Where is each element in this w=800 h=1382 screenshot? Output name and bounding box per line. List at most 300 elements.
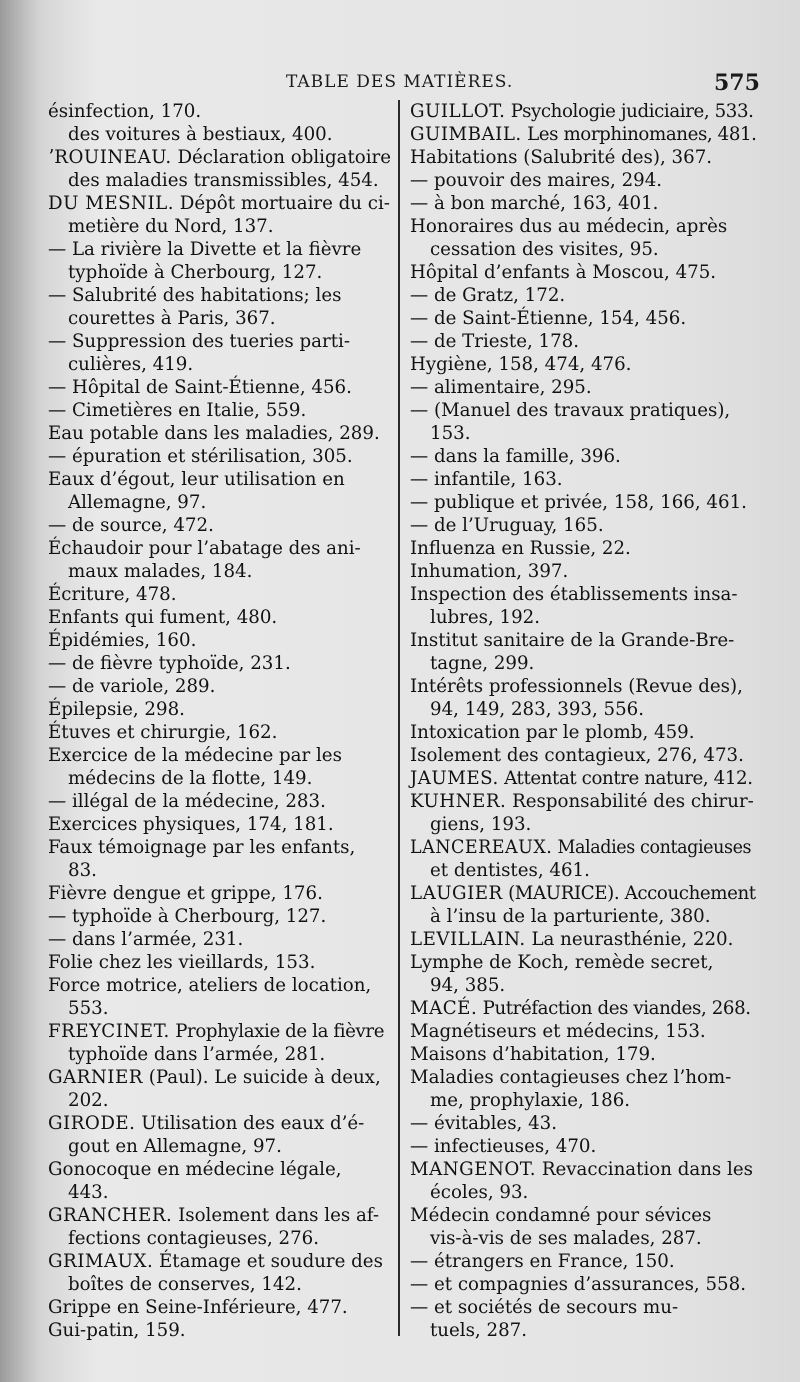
entry-text: — et compagnies d’assurances, 558. <box>410 1274 746 1295</box>
entry-text: médecins de la flotte, 149. <box>68 768 313 789</box>
entry-line <box>48 1250 392 1273</box>
entry-text: Attentat contre nature, 412. <box>498 768 753 789</box>
author-name: FREYCINET. <box>48 1021 170 1042</box>
entry-line <box>410 123 760 146</box>
index-entry <box>410 1020 760 1043</box>
index-entry <box>410 1273 760 1296</box>
entry-continuation-line <box>48 261 392 284</box>
entry-text: ésinfection, 170. <box>48 101 202 122</box>
entry-line <box>410 491 760 514</box>
entry-text: — de source, 472. <box>48 515 214 536</box>
entry-line <box>48 583 392 606</box>
author-name: MACÉ. <box>410 998 478 1019</box>
entry-text: Enfants qui fument, 480. <box>48 607 278 628</box>
index-entry <box>48 652 392 675</box>
author-name: DU MESNIL. <box>48 193 175 214</box>
entry-text: — de Gratz, 172. <box>410 285 566 306</box>
entry-text: Fièvre dengue et grippe, 176. <box>48 883 323 904</box>
entry-continuation-line <box>48 1043 392 1066</box>
entry-continuation-line <box>410 606 760 629</box>
entry-line <box>410 1043 760 1066</box>
author-name: GARNIER <box>48 1067 143 1088</box>
index-entry <box>48 1158 392 1204</box>
entry-text: — alimentaire, 295. <box>410 377 592 398</box>
entry-continuation-line <box>48 560 392 583</box>
entry-text: Eau potable dans les maladies, 289. <box>48 423 380 444</box>
entry-line <box>48 974 392 997</box>
entry-line <box>410 1066 760 1089</box>
entry-text: Inhumation, 397. <box>410 561 569 582</box>
index-entry <box>410 514 760 537</box>
entry-text: Responsabilité des chirur- <box>506 791 754 812</box>
entry-text: Inspection des établissements insa- <box>410 584 738 605</box>
entry-continuation-line <box>410 1089 760 1112</box>
entry-continuation-line <box>410 905 760 928</box>
index-entry <box>410 146 760 169</box>
entry-line <box>410 928 760 951</box>
index-column-right <box>410 100 760 1342</box>
index-entry <box>410 675 760 721</box>
entry-continuation-line <box>48 767 392 790</box>
entry-continuation-line <box>48 1227 392 1250</box>
page-header <box>0 72 800 102</box>
entry-text: et dentistes, 461. <box>430 860 590 881</box>
author-name: GIRODE. <box>48 1113 136 1134</box>
entry-text: Hygiène, 158, 474, 476. <box>410 354 632 375</box>
entry-line <box>410 997 760 1020</box>
entry-text: — La rivière la Divette et la fièvre <box>48 239 362 260</box>
entry-line <box>48 468 392 491</box>
index-entry <box>48 422 392 445</box>
index-entry <box>410 997 760 1020</box>
index-entry <box>410 468 760 491</box>
entry-text: Médecin condamné pour sévices <box>410 1205 712 1226</box>
entry-text: 153. <box>430 423 471 444</box>
entry-text: — Hôpital de Saint-Étienne, 456. <box>48 377 352 398</box>
entry-line <box>48 399 392 422</box>
entry-text: — Suppression des tueries parti- <box>48 331 350 352</box>
entry-continuation-line <box>48 353 392 376</box>
entry-text: Utilisation des eaux d’é- <box>135 1113 365 1134</box>
index-entry <box>410 1112 760 1135</box>
entry-text: Écriture, 478. <box>48 584 177 605</box>
entry-line <box>410 721 760 744</box>
entry-text: tagne, 299. <box>430 653 535 674</box>
entry-text: tuels, 287. <box>430 1320 527 1341</box>
entry-text: Étamage et soudure des <box>153 1251 383 1272</box>
index-entry <box>410 1158 760 1204</box>
entry-line <box>410 261 760 284</box>
entry-line <box>410 1296 760 1319</box>
entry-continuation-line <box>48 1181 392 1204</box>
entry-text: 94, 385. <box>430 975 506 996</box>
entry-line <box>410 215 760 238</box>
index-entry <box>48 1204 392 1250</box>
entry-continuation-line <box>48 491 392 514</box>
index-entry <box>48 537 392 583</box>
index-entry <box>410 1204 760 1250</box>
entry-text: Intérêts professionnels (Revue des), <box>410 676 743 697</box>
index-entry <box>48 790 392 813</box>
entry-text: Isolement dans les af- <box>172 1205 380 1226</box>
index-entry <box>410 744 760 767</box>
index-entry <box>48 192 392 238</box>
entry-line <box>410 675 760 698</box>
entry-line <box>48 698 392 721</box>
entry-line <box>48 514 392 537</box>
index-entry <box>48 1066 392 1112</box>
entry-continuation-line <box>48 997 392 1020</box>
entry-continuation-line <box>410 698 760 721</box>
entry-line <box>48 721 392 744</box>
entry-line <box>410 146 760 169</box>
index-entry <box>410 192 760 215</box>
index-entry <box>48 1020 392 1066</box>
index-entry <box>410 284 760 307</box>
entry-text: Influenza en Russie, 22. <box>410 538 631 559</box>
index-entry <box>48 721 392 744</box>
entry-text: boîtes de conserves, 142. <box>68 1274 302 1295</box>
entry-line <box>48 744 392 767</box>
entry-text: — infectieuses, 470. <box>410 1136 597 1157</box>
entry-line <box>410 882 760 905</box>
entry-continuation-line <box>410 974 760 997</box>
author-name: JAUMES. <box>410 768 499 789</box>
entry-line <box>48 606 392 629</box>
entry-line <box>48 537 392 560</box>
entry-line <box>410 629 760 652</box>
index-entry <box>48 330 392 376</box>
entry-line <box>48 675 392 698</box>
entry-line <box>410 445 760 468</box>
index-entry <box>410 537 760 560</box>
page-number: 575 <box>714 70 760 96</box>
entry-text: me, prophylaxie, 186. <box>430 1090 631 1111</box>
entry-line <box>48 1319 392 1342</box>
index-entry <box>410 307 760 330</box>
entry-line <box>48 422 392 445</box>
index-entry <box>48 813 392 836</box>
entry-line <box>48 813 392 836</box>
entry-text: 553. <box>68 998 109 1019</box>
entry-continuation-line <box>410 859 760 882</box>
entry-line <box>410 100 760 123</box>
entry-line <box>48 1204 392 1227</box>
entry-line <box>410 353 760 376</box>
entry-line <box>410 514 760 537</box>
index-entry <box>410 1135 760 1158</box>
entry-text: — à bon marché, 163, 401. <box>410 193 659 214</box>
entry-text: Psychologie judiciaire, 533. <box>505 101 754 122</box>
entry-continuation-line <box>410 238 760 261</box>
entry-text: — illégal de la médecine, 283. <box>48 791 326 812</box>
entry-line <box>410 560 760 583</box>
entry-line <box>48 905 392 928</box>
index-entry <box>48 905 392 928</box>
entry-text: écoles, 93. <box>430 1182 529 1203</box>
entry-line <box>48 951 392 974</box>
index-entry <box>410 1250 760 1273</box>
entry-text: cessation des visites, 95. <box>430 239 659 260</box>
entry-line <box>48 284 392 307</box>
index-entry <box>48 882 392 905</box>
entry-line <box>410 307 760 330</box>
entry-text: Putréfaction des viandes, 268. <box>477 998 751 1019</box>
index-entry <box>410 445 760 468</box>
entry-text: (MAURICE). Accouchement <box>502 883 756 904</box>
entry-text: — pouvoir des maires, 294. <box>410 170 663 191</box>
index-entry <box>410 951 760 997</box>
index-entry <box>410 629 760 675</box>
entry-line <box>410 169 760 192</box>
entry-text: culières, 419. <box>68 354 194 375</box>
entry-text: Gui-patin, 159. <box>48 1320 186 1341</box>
index-entry <box>410 836 760 882</box>
index-entry <box>410 215 760 261</box>
entry-text: Grippe en Seine-Inférieure, 477. <box>48 1297 348 1318</box>
entry-text: des maladies transmissibles, 454. <box>68 170 379 191</box>
entry-continuation-line <box>410 422 760 445</box>
entry-text: Maisons d’habitation, 179. <box>410 1044 656 1065</box>
entry-text: Exercices physiques, 174, 181. <box>48 814 334 835</box>
entry-line <box>410 192 760 215</box>
entry-continuation-line <box>48 1273 392 1296</box>
entry-line <box>48 1020 392 1043</box>
entry-line <box>48 238 392 261</box>
entry-line <box>48 445 392 468</box>
index-entry <box>48 238 392 284</box>
entry-text: (Paul). Le suicide à deux, <box>142 1067 381 1088</box>
index-entry <box>410 1296 760 1342</box>
entry-text: — de variole, 289. <box>48 676 216 697</box>
index-entry <box>410 882 760 928</box>
index-entry <box>48 974 392 1020</box>
column-divider <box>398 100 400 1336</box>
index-entry <box>410 767 760 790</box>
entry-text: — (Manuel des travaux pratiques), <box>410 400 731 421</box>
entry-line <box>48 376 392 399</box>
entry-text: — infantile, 163. <box>410 469 563 490</box>
entry-text: Folie chez les vieillards, 153. <box>48 952 316 973</box>
entry-line <box>48 1112 392 1135</box>
index-entry <box>48 1250 392 1296</box>
index-entry <box>48 284 392 330</box>
index-entry <box>410 261 760 284</box>
entry-line <box>410 1158 760 1181</box>
entry-text: — étrangers en France, 150. <box>410 1251 675 1272</box>
index-entry <box>410 583 760 629</box>
entry-line <box>48 629 392 652</box>
index-entry <box>410 376 760 399</box>
entry-continuation-line <box>410 1319 760 1342</box>
entry-line <box>48 192 392 215</box>
entry-text: Les morphinomanes, 481. <box>521 124 757 145</box>
index-entry <box>410 560 760 583</box>
author-name: MANGENOT. <box>410 1159 537 1180</box>
entry-text: Maladies contagieuses <box>552 837 752 858</box>
entry-text: — évitables, 43. <box>410 1113 558 1134</box>
entry-line <box>410 790 760 813</box>
index-entry <box>48 1112 392 1158</box>
entry-text: Épidémies, 160. <box>48 630 197 651</box>
entry-text: — Cimetières en Italie, 559. <box>48 400 307 421</box>
index-entry <box>410 721 760 744</box>
entry-text: Intoxication par le plomb, 459. <box>410 722 695 743</box>
index-entry <box>48 606 392 629</box>
entry-text: Dépôt mortuaire du ci- <box>174 193 390 214</box>
entry-continuation-line <box>48 123 392 146</box>
entry-text: Force motrice, ateliers de location, <box>48 975 372 996</box>
entry-text: Déclaration obligatoire <box>171 147 391 168</box>
entry-text: Revaccination dans les <box>536 1159 753 1180</box>
entry-text: Eaux d’égout, leur utilisation en <box>48 469 345 490</box>
entry-line <box>410 583 760 606</box>
entry-text: Étuves et chirurgie, 162. <box>48 722 278 743</box>
entry-text: giens, 193. <box>430 814 532 835</box>
entry-text: — dans la famille, 396. <box>410 446 621 467</box>
entry-line <box>48 1296 392 1319</box>
entry-text: — dans l’armée, 231. <box>48 929 244 950</box>
author-name: GRANCHER. <box>48 1205 173 1226</box>
entry-text: fections contagieuses, 276. <box>68 1228 320 1249</box>
entry-line <box>410 468 760 491</box>
entry-line <box>410 537 760 560</box>
index-entry <box>48 445 392 468</box>
entry-text: 443. <box>68 1182 109 1203</box>
entry-line <box>410 744 760 767</box>
entry-text: Prophylaxie de la fièvre <box>169 1021 385 1042</box>
entry-text: — Salubrité des habitations; les <box>48 285 342 306</box>
index-entry <box>410 399 760 445</box>
entry-continuation-line <box>48 169 392 192</box>
index-entry <box>410 100 760 123</box>
entry-line <box>410 951 760 974</box>
entry-line <box>410 376 760 399</box>
index-entry <box>48 1296 392 1319</box>
entry-continuation-line <box>48 1135 392 1158</box>
entry-text: Échaudoir pour l’abatage des ani- <box>48 538 361 559</box>
entry-line <box>410 1020 760 1043</box>
entry-line <box>410 1135 760 1158</box>
entry-text: lubres, 192. <box>430 607 541 628</box>
index-entry <box>48 744 392 790</box>
entry-line <box>48 882 392 905</box>
entry-line <box>410 330 760 353</box>
entry-text: metière du Nord, 137. <box>68 216 274 237</box>
entry-text: Honoraires dus au médecin, après <box>410 216 728 237</box>
index-entry <box>48 951 392 974</box>
entry-text: — de Trieste, 178. <box>410 331 580 352</box>
entry-line <box>48 790 392 813</box>
entry-line <box>410 1112 760 1135</box>
entry-text: Épilepsie, 298. <box>48 699 185 720</box>
entry-line <box>410 1250 760 1273</box>
author-name: ʼROUINEAU. <box>48 147 172 168</box>
index-entry <box>48 675 392 698</box>
index-entry <box>48 698 392 721</box>
entry-text: typhoïde à Cherbourg, 127. <box>68 262 323 283</box>
entry-text: — et sociétés de secours mu- <box>410 1297 679 1318</box>
entry-text: 83. <box>68 860 97 881</box>
author-name: GRIMAUX. <box>48 1251 154 1272</box>
index-entry <box>48 376 392 399</box>
entry-text: — épuration et stérilisation, 305. <box>48 446 353 467</box>
index-column-left <box>48 100 392 1342</box>
entry-text: gout en Allemagne, 97. <box>68 1136 282 1157</box>
entry-text: — publique et privée, 158, 166, 461. <box>410 492 747 513</box>
entry-text: 202. <box>68 1090 109 1111</box>
index-entry <box>410 1043 760 1066</box>
entry-text: Allemagne, 97. <box>68 492 207 513</box>
entry-text: Exercice de la médecine par les <box>48 745 342 766</box>
entry-line <box>410 399 760 422</box>
index-entry <box>48 468 392 514</box>
entry-text: Isolement des contagieux, 276, 473. <box>410 745 744 766</box>
entry-text: à l’insu de la parturiente, 380. <box>430 906 711 927</box>
index-entry <box>48 1319 392 1342</box>
entry-text: Faux témoignage par les enfants, <box>48 837 356 858</box>
index-entry <box>48 928 392 951</box>
entry-text: 94, 149, 283, 393, 556. <box>430 699 645 720</box>
author-name: LEVILLAIN. <box>410 929 526 950</box>
author-name: LAUGIER <box>410 883 503 904</box>
entry-line <box>48 1158 392 1181</box>
entry-text: des voitures à bestiaux, 400. <box>68 124 333 145</box>
author-name: GUIMBAIL. <box>410 124 522 145</box>
entry-text: — de l’Uruguay, 165. <box>410 515 604 536</box>
entry-line <box>48 1066 392 1089</box>
index-entry <box>48 146 392 192</box>
entry-text: typhoïde dans l’armée, 281. <box>68 1044 326 1065</box>
index-entry <box>410 353 760 376</box>
entry-line <box>410 1204 760 1227</box>
entry-text: Hôpital d’enfants à Moscou, 475. <box>410 262 717 283</box>
entry-text: Habitations (Salubrité des), 367. <box>410 147 713 168</box>
entry-text: Maladies contagieuses chez l’hom- <box>410 1067 732 1088</box>
index-entry <box>48 100 392 146</box>
index-entry <box>410 928 760 951</box>
entry-text: Institut sanitaire de la Grande-Bre- <box>410 630 735 651</box>
entry-line <box>48 652 392 675</box>
index-entry <box>410 491 760 514</box>
entry-line <box>410 767 760 790</box>
entry-text: Gonocoque en médecine légale, <box>48 1159 342 1180</box>
index-entry <box>48 583 392 606</box>
entry-continuation-line <box>48 215 392 238</box>
entry-continuation-line <box>48 307 392 330</box>
entry-line <box>410 836 752 859</box>
entry-continuation-line <box>48 859 392 882</box>
entry-line <box>48 928 392 951</box>
entry-line <box>48 836 392 859</box>
entry-continuation-line <box>410 1181 760 1204</box>
entry-text: vis-à-vis de ses malades, 287. <box>430 1228 702 1249</box>
author-name: LANCEREAUX. <box>410 837 553 858</box>
entry-text: — typhoïde à Cherbourg, 127. <box>48 906 327 927</box>
entry-line <box>410 284 760 307</box>
entry-text: — de Saint-Étienne, 154, 456. <box>410 308 687 329</box>
entry-continuation-line <box>410 1227 760 1250</box>
entry-continuation-line <box>410 813 760 836</box>
index-entry <box>48 836 392 882</box>
running-title: TABLE DES MATIÈRES. <box>286 72 514 92</box>
entry-continuation-line <box>410 652 760 675</box>
scan-shadow-edge <box>0 0 38 1382</box>
entry-text: Magnétiseurs et médecins, 153. <box>410 1021 706 1042</box>
index-entry <box>48 399 392 422</box>
index-entry <box>410 790 760 836</box>
index-entry <box>410 123 760 146</box>
